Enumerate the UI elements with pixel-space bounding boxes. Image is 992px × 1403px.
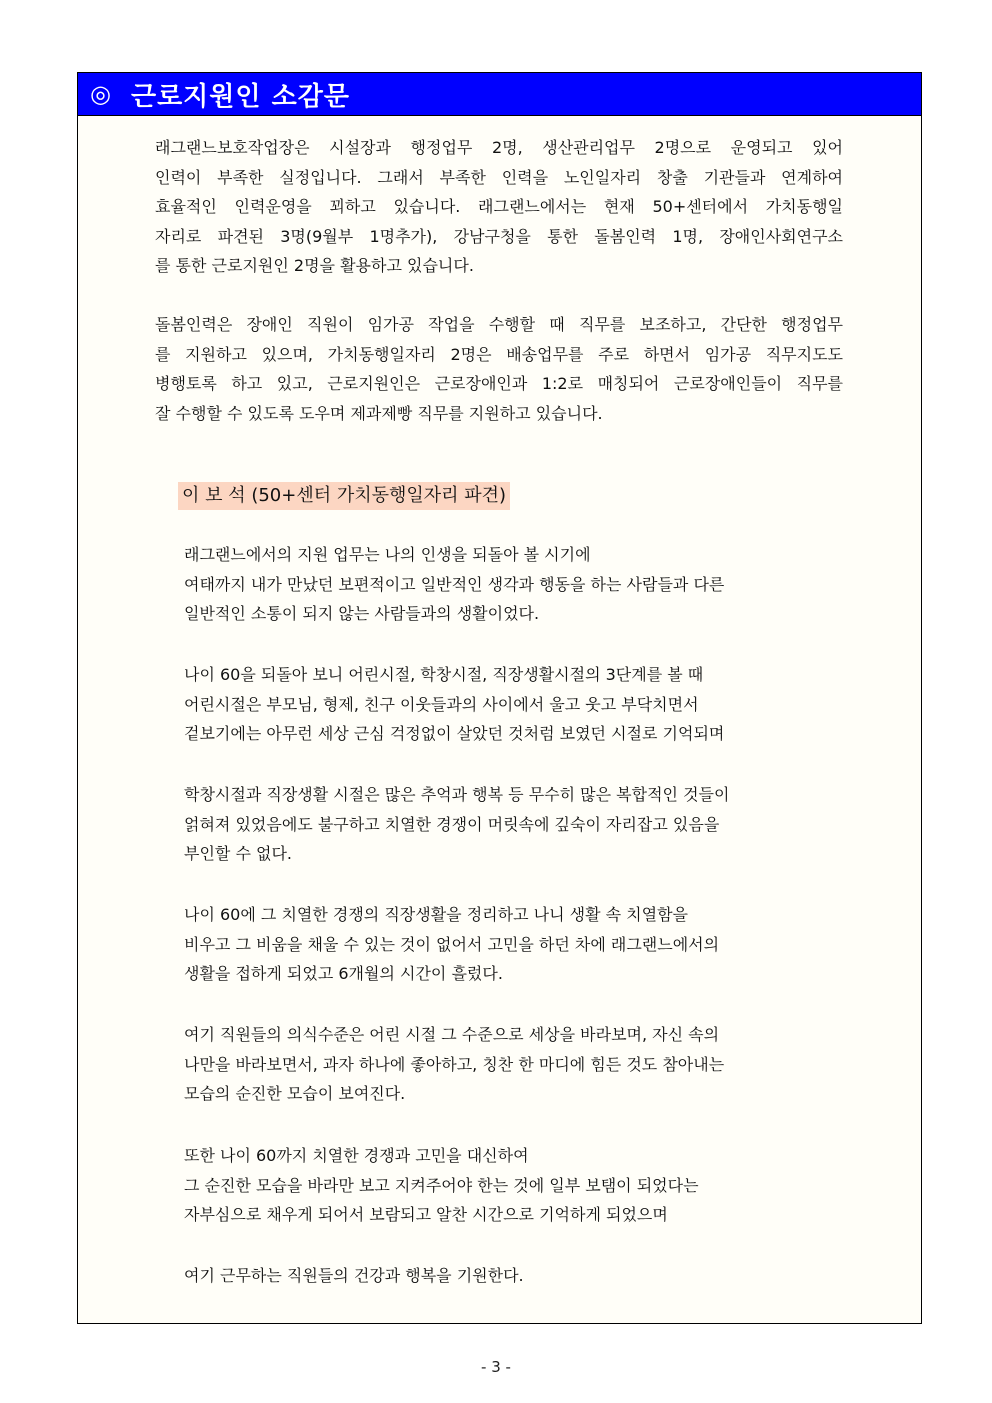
text-line: 병행토록 하고 있고, 근로지원인은 근로장애인과 1:2로 매칭되어 근로장애인들이 직무를 xyxy=(155,374,843,393)
text-line: 부인할 수 없다. xyxy=(184,844,292,863)
text-line: 여기 근무하는 직원들의 건강과 행복을 기원한다. xyxy=(184,1266,524,1285)
text-line: 효율적인 인력운영을 꾀하고 있습니다. 래그랜느에서는 현재 50+센터에서 가치동행일 xyxy=(155,197,843,216)
text-line: 돌봄인력은 장애인 직원이 임가공 작업을 수행할 때 직무를 보조하고, 간단한 행정업무 xyxy=(155,315,843,334)
text-line: 나이 60에 그 치열한 경쟁의 직장생활을 정리하고 나니 생활 속 치열함을 xyxy=(184,905,688,924)
content-box xyxy=(77,116,922,1324)
double-circle-icon: ◎ xyxy=(90,80,111,108)
text-line: 생활을 접하게 되었고 6개월의 시간이 흘렀다. xyxy=(184,964,503,983)
text-line: 나이 60을 되돌아 보니 어린시절, 학창시절, 직장생활시절의 3단계를 볼 때 xyxy=(184,665,704,684)
text-line: 학창시절과 직장생활 시절은 많은 추억과 행복 등 무수히 많은 복합적인 것들이 xyxy=(184,785,730,804)
essay-paragraph-4 xyxy=(184,900,824,989)
text-line: 여기 직원들의 의식수준은 어린 시절 그 수준으로 세상을 바라보며, 자신 속의 xyxy=(184,1025,720,1044)
text-line: 겉보기에는 아무런 세상 근심 걱정없이 살았던 것처럼 보였던 시절로 기억되며 xyxy=(184,724,725,743)
essay-paragraph-5 xyxy=(184,1020,824,1109)
text-line: 어린시절은 부모님, 형제, 친구 이웃들과의 사이에서 울고 웃고 부닥치면서 xyxy=(184,694,699,714)
text-line: 일반적인 소통이 되지 않는 사람들과의 생활이었다. xyxy=(184,604,540,623)
text-line: 를 통한 근로지원인 2명을 활용하고 있습니다. xyxy=(155,256,474,275)
text-line: 래그랜느에서의 지원 업무는 나의 인생을 되돌아 볼 시기에 xyxy=(184,545,591,564)
essay-paragraph-7 xyxy=(184,1261,824,1291)
page-number: - 3 - xyxy=(481,1358,511,1376)
text-line: 얽혀져 있었음에도 불구하고 치열한 경쟁이 머릿속에 깊숙이 자리잡고 있음을 xyxy=(184,814,720,834)
text-line: 비우고 그 비움을 채울 수 있는 것이 없어서 고민을 하던 차에 래그랜느에서의 xyxy=(184,934,720,954)
text-line: 를 지원하고 있으며, 가치동행일자리 2명은 배송업무를 주로 하면서 임가공 직무지도도 xyxy=(155,344,843,364)
text-line: 잘 수행할 수 있도록 도우며 제과제빵 직무를 지원하고 있습니다. xyxy=(155,403,603,423)
author-subheading: 이 보 석 (50+센터 가치동행일자리 파견) xyxy=(178,482,510,510)
essay-paragraph-6 xyxy=(184,1141,824,1230)
text-line: 래그랜느보호작업장은 시설장과 행정업무 2명, 생산관리업무 2명으로 운영되고 있어 xyxy=(155,138,843,157)
text-line: 자부심으로 채우게 되어서 보람되고 알찬 시간으로 기억하게 되었으며 xyxy=(184,1205,668,1224)
text-line: 그 순진한 모습을 바라만 보고 지켜주어야 한는 것에 일부 보탬이 되었다는 xyxy=(184,1175,699,1195)
section-header xyxy=(77,72,922,116)
intro-paragraph-1 xyxy=(155,133,843,281)
text-line: 모습의 순진한 모습이 보여진다. xyxy=(184,1084,406,1103)
essay-paragraph-3 xyxy=(184,780,824,869)
section-title: 근로지원인 소감문 xyxy=(130,81,350,112)
text-line: 자리로 파견된 3명(9월부 1명추가), 강남구청을 통한 돌봄인력 1명, 장애인사회연구소 xyxy=(155,226,843,246)
text-line: 또한 나이 60까지 치열한 경쟁과 고민을 대신하여 xyxy=(184,1146,529,1165)
text-line: 인력이 부족한 실정입니다. 그래서 부족한 인력을 노인일자리 창출 기관들과 연계하여 xyxy=(155,167,843,187)
essay-paragraph-1 xyxy=(184,540,824,629)
text-line: 여태까지 내가 만났던 보편적이고 일반적인 생각과 행동을 하는 사람들과 다른 xyxy=(184,574,725,594)
intro-paragraph-2 xyxy=(155,310,843,428)
essay-paragraph-2 xyxy=(184,660,824,749)
text-line: 나만을 바라보면서, 과자 하나에 좋아하고, 칭찬 한 마디에 힘든 것도 참아내는 xyxy=(184,1054,725,1074)
